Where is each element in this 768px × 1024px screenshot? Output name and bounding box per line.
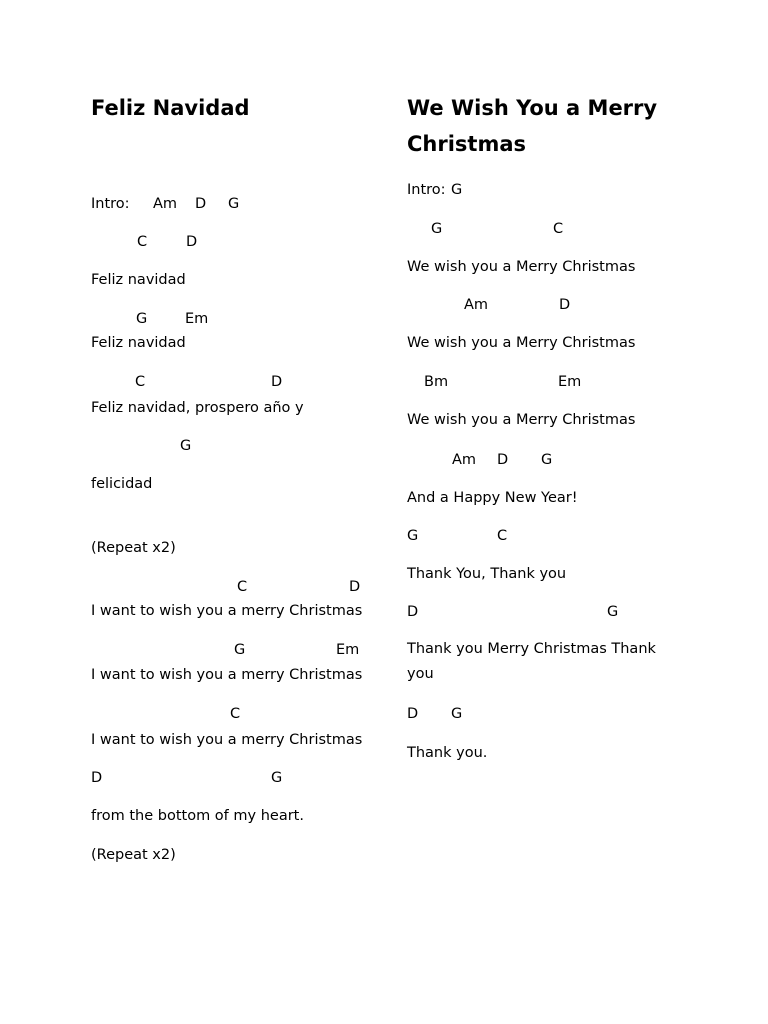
chord: D	[91, 770, 103, 786]
chord: Em	[558, 374, 582, 390]
chord: D	[407, 604, 419, 620]
lyric-line: Feliz navidad	[91, 272, 186, 288]
lyric-line: Thank you.	[407, 745, 488, 761]
chord: G	[180, 438, 192, 454]
lyric-line: Thank you Merry Christmas Thank you	[407, 641, 656, 682]
chord: C	[553, 221, 564, 237]
chord: G	[451, 706, 463, 722]
intro-chord: D	[195, 196, 207, 212]
lyric-line: We wish you a Merry Christmas	[407, 412, 636, 428]
chord: Bm	[424, 374, 449, 390]
song-title: Feliz Navidad	[91, 96, 250, 120]
chord: D	[186, 234, 198, 250]
chord: C	[137, 234, 148, 250]
lyric-line: We wish you a Merry Christmas	[407, 335, 636, 351]
chord: Am	[452, 452, 477, 468]
chord: G	[541, 452, 553, 468]
lyric-line: from the bottom of my heart.	[91, 808, 304, 824]
intro-chord: G	[451, 182, 463, 198]
song-title-line1: We Wish You a Merry	[407, 96, 658, 120]
chord: G	[407, 528, 419, 544]
lyric-line: Feliz navidad	[91, 335, 186, 351]
chord: D	[271, 374, 283, 390]
lyric-line: And a Happy New Year!	[407, 490, 578, 506]
lyric-line: I want to wish you a merry Christmas	[91, 667, 363, 683]
song-title-line2: Christmas	[407, 132, 527, 156]
intro-chord: Am	[153, 196, 178, 212]
repeat-note: (Repeat x2)	[91, 540, 176, 556]
lyric-line: Feliz navidad, prospero año y	[91, 400, 304, 416]
intro-chord: G	[228, 196, 240, 212]
chord: G	[136, 311, 148, 327]
chord: G	[271, 770, 283, 786]
chord: D	[497, 452, 509, 468]
lyric-line: I want to wish you a merry Christmas	[91, 603, 363, 619]
chord: C	[230, 706, 241, 722]
chord: Em	[185, 311, 209, 327]
chord: D	[349, 579, 361, 595]
chord: C	[497, 528, 508, 544]
chord: C	[237, 579, 248, 595]
chord: Em	[336, 642, 360, 658]
chord: Am	[464, 297, 489, 313]
intro-label: Intro:	[407, 182, 446, 198]
chord: C	[135, 374, 146, 390]
intro-label: Intro:	[91, 196, 130, 212]
chord: G	[234, 642, 246, 658]
lyric-line: We wish you a Merry Christmas	[407, 259, 636, 275]
chord: G	[607, 604, 619, 620]
lyric-line: Thank You, Thank you	[407, 566, 567, 582]
chord: D	[407, 706, 419, 722]
repeat-note: (Repeat x2)	[91, 847, 176, 863]
lyric-line: I want to wish you a merry Christmas	[91, 732, 363, 748]
chord: D	[559, 297, 571, 313]
lyric-line: felicidad	[91, 476, 153, 492]
chord: G	[431, 221, 443, 237]
